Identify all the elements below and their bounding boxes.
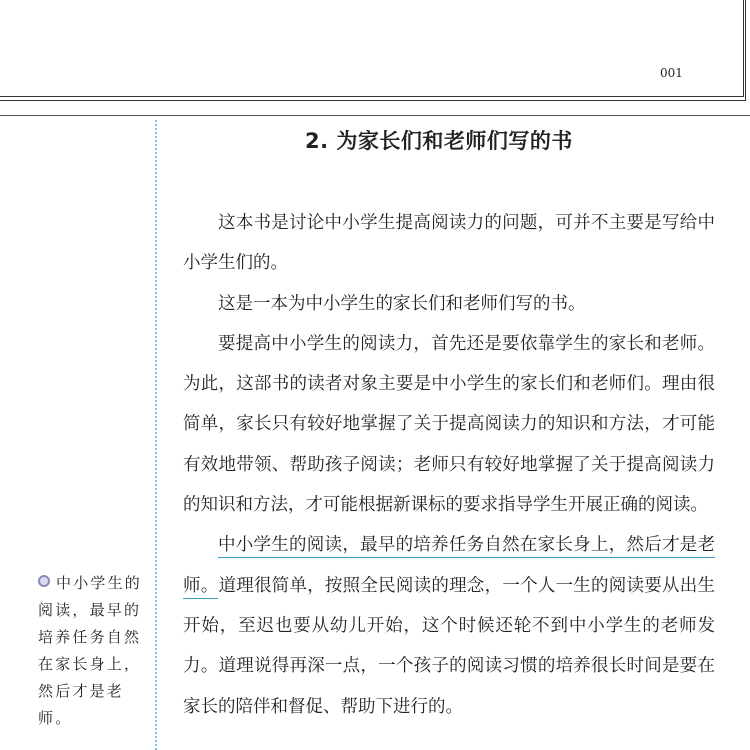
highlighted-sentence: 中小学生的阅读，最早的培养任务自然在家长身上，然后才是老师。 (183, 535, 715, 598)
highlight-paragraph (183, 525, 715, 726)
section-title: 2. 为家长们和老师们写的书 (305, 129, 573, 153)
paragraph: 这本书是讨论中小学生提高阅读力的问题，可并不主要是写给中小学生们的。 (183, 213, 715, 274)
body-text (183, 203, 715, 727)
page-divider (0, 115, 750, 116)
paragraph: 要提高中小学生的阅读力，首先还是要依靠学生的家长和老师。为此，这部书的读者对象主要是中小学生的家长们和老师们。理由很简单，家长只有较好地掌握了关于提高阅读力的知识和方法，才可能有效地带领、帮助孩子阅读；老师只有较好地掌握了关于提高阅读力的知识和方法，才可能根据新课标的要求指导学生开展正确的阅读。 (183, 333, 715, 516)
page-number: 001 (660, 66, 683, 80)
margin-note (38, 570, 148, 732)
previous-page-inner-frame (0, 0, 744, 97)
margin-note-text: 中小学生的阅读，最早的培养任务自然在家长身上，然后才是老师。 (38, 574, 143, 727)
paragraph: 这是一本为中小学生的家长们和老师们写的书。 (218, 293, 586, 314)
margin-dotted-rule (155, 120, 157, 750)
paragraph-rest: 道理很简单，按照全民阅读的理念，一个人一生的阅读要从出生开始，至迟也要从幼儿开始，这个时候还轮不到中小学生的老师发力。道理说得再深一点，一个孩子的阅读习惯的培养很长时间是要在家长的陪伴和督促、帮助下进行的。 (183, 575, 715, 717)
note-bullet-icon (38, 575, 50, 587)
